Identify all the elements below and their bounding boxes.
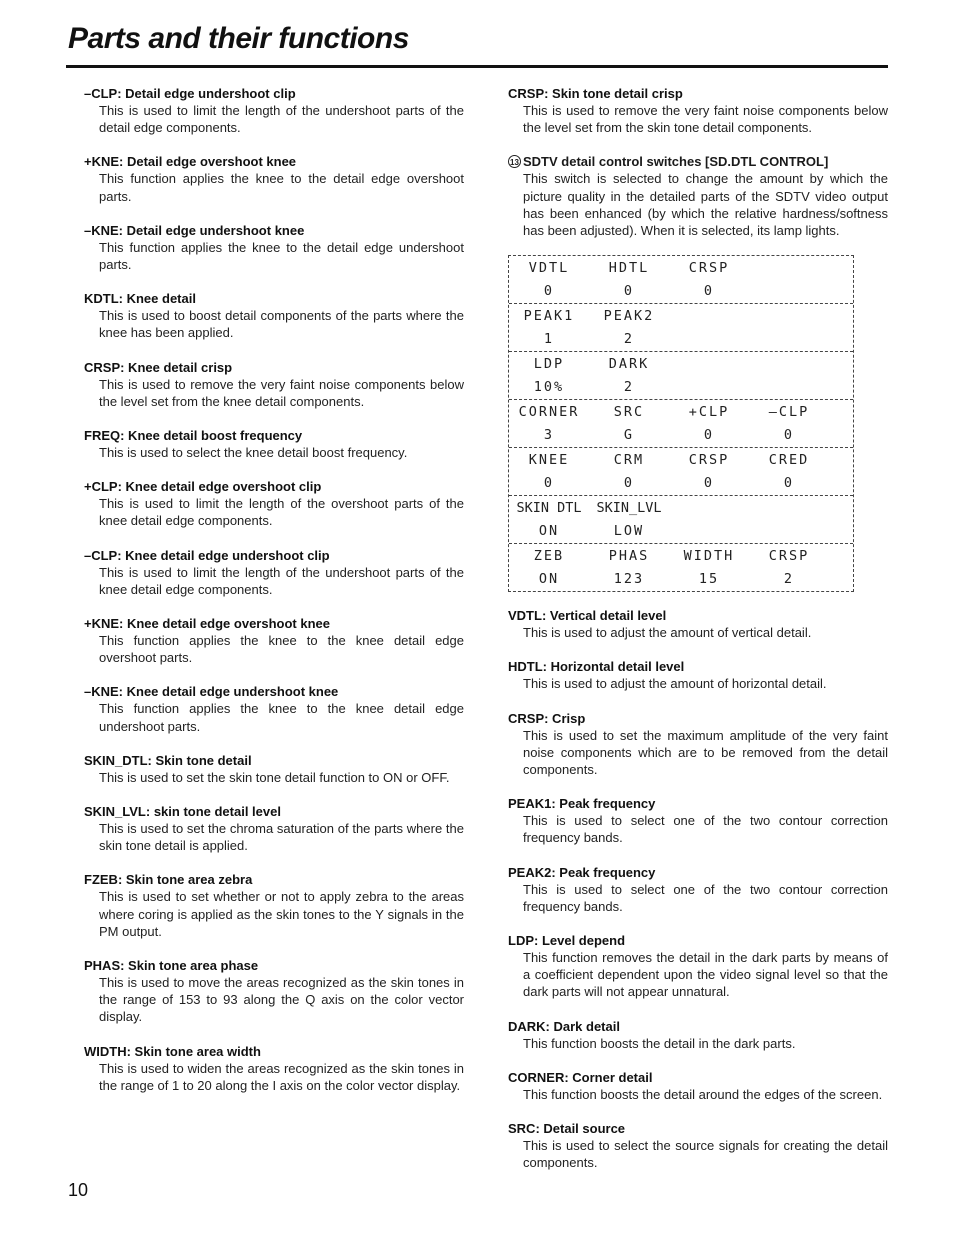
menu-item-value: 0 <box>623 283 635 300</box>
entry-heading: PEAK1: Peak frequency <box>508 796 656 812</box>
entry-heading: –KNE: Detail edge undershoot knee <box>84 222 305 238</box>
menu-item-label: +CLP <box>688 403 730 420</box>
entry-heading: LDP: Level depend <box>508 933 626 949</box>
entry-heading: CRSP: Knee detail crisp <box>84 359 233 375</box>
entry-description: This is used to limit the length of the overshoot parts of the knee detail edge components. <box>99 496 464 529</box>
menu-item-value: 2 <box>623 331 635 348</box>
section-heading <box>508 153 888 170</box>
left-column <box>84 85 464 1111</box>
menu-item-value: 0 <box>543 283 555 300</box>
entry-description: This function applies the knee to the knee detail edge undershoot parts. <box>99 701 464 734</box>
menu-label-line <box>509 400 853 424</box>
menu-item-label: HDTL <box>608 259 650 276</box>
entry-heading: PHAS: Skin tone area phase <box>84 958 259 974</box>
entry-heading: CRSP: Skin tone detail crisp <box>508 86 683 101</box>
menu-item-value: 0 <box>703 427 715 444</box>
entry <box>508 795 888 846</box>
menu-value-line <box>509 472 853 496</box>
menu-item-label: KNEE <box>528 451 570 468</box>
menu-item-value: 0 <box>543 475 555 492</box>
entry <box>508 710 888 779</box>
entry-description: This function removes the detail in the dark parts by means of a coefficient dependent upon the video signal level so that the dark parts will not appear unnatural. <box>523 950 888 1000</box>
entry <box>84 752 464 786</box>
entry-heading: CORNER: Corner detail <box>508 1069 653 1085</box>
menu-label-line <box>509 448 853 472</box>
entry-description: This is used to set the maximum amplitude of the very faint noise components which are to be removed from the detail components. <box>523 727 888 778</box>
menu-item-label: CRSP <box>688 451 730 468</box>
entry-description: This is used to set the chroma saturation of the parts where the skin tone detail is applied. <box>99 821 464 854</box>
entry <box>508 864 888 915</box>
entry <box>508 1069 888 1103</box>
menu-item-label: SKIN_LVL <box>596 499 662 516</box>
menu-display-table <box>508 255 854 592</box>
menu-item-value: 1 <box>543 331 555 348</box>
entry-heading: +KNE: Knee detail edge overshoot knee <box>84 616 330 632</box>
entry <box>84 547 464 598</box>
menu-value-line <box>509 424 853 448</box>
menu-item-value: 0 <box>783 427 795 444</box>
menu-label-line <box>509 496 853 520</box>
menu-item-value: 2 <box>623 379 635 396</box>
menu-item-label: ZEB <box>533 547 565 564</box>
entry-description: This is used to remove the very faint noise components below the level set from the knee detail components. <box>99 376 464 409</box>
menu-item-label: PEAK1 <box>523 307 575 324</box>
entry-description: This is used to select one of the two contour correction frequency bands. <box>523 881 888 914</box>
menu-item-value: 0 <box>703 475 715 492</box>
menu-row <box>509 351 853 399</box>
menu-item-value: G <box>623 427 635 444</box>
menu-item-value: 3 <box>543 427 555 444</box>
entry-heading: SKIN_DTL: Skin tone detail <box>84 752 252 768</box>
entry-description: This is used to select the knee detail boost frequency. <box>99 445 408 461</box>
menu-item-value: ON <box>538 571 560 588</box>
section-title: SDTV detail control switches [SD.DTL CONTROL] <box>523 154 829 170</box>
menu-item-value: 0 <box>783 475 795 492</box>
entry <box>508 607 888 641</box>
entry-description: This function applies the knee to the detail edge overshoot parts. <box>99 171 464 204</box>
menu-item-value: 123 <box>613 571 645 588</box>
entry <box>84 359 464 410</box>
menu-item-label: WIDTH <box>683 547 735 564</box>
menu-row <box>509 256 853 303</box>
entry-description: This function boosts the detail in the dark parts. <box>523 1035 796 1051</box>
entry <box>84 683 464 734</box>
menu-item-label: CRSP <box>688 259 730 276</box>
menu-item-value: 2 <box>783 571 795 588</box>
entry <box>84 290 464 341</box>
menu-item-label: LDP <box>533 355 565 372</box>
entry <box>84 85 464 136</box>
menu-item-value: ON <box>538 523 560 540</box>
entry <box>84 803 464 854</box>
menu-value-line <box>509 520 853 544</box>
menu-item-label: PHAS <box>608 547 650 564</box>
section-description: This switch is selected to change the amount by which the picture quality in the detailed parts of the SDTV video output has been enhanced (by which the relative hardness/softness has been adjusted). When it is selected, its lamp lights. <box>523 171 888 239</box>
menu-row <box>509 495 853 543</box>
right-column <box>508 85 888 1188</box>
entry-description: This is used to remove the very faint noise components below the level set from the skin tone detail components. <box>523 103 888 136</box>
menu-item-label: VDTL <box>528 259 570 276</box>
entry-heading: SKIN_LVL: skin tone detail level <box>84 804 281 820</box>
entry-description: This is used to limit the length of the undershoot parts of the knee detail edge components. <box>99 564 464 597</box>
entry <box>84 1043 464 1094</box>
page-number: 10 <box>68 1180 89 1200</box>
menu-label-line <box>509 304 853 328</box>
menu-row <box>509 303 853 351</box>
entry-heading: SRC: Detail source <box>508 1121 626 1137</box>
entry-heading: DARK: Dark detail <box>508 1018 620 1034</box>
menu-value-line <box>509 568 853 592</box>
entry-heading: CRSP: Crisp <box>508 710 586 726</box>
menu-row <box>509 543 853 591</box>
entry-description: This is used to adjust the amount of vertical detail. <box>523 625 812 641</box>
entry <box>84 427 464 461</box>
entry-heading: HDTL: Horizontal detail level <box>508 659 685 675</box>
menu-row <box>509 399 853 447</box>
entry-description: This is used to boost detail components of the parts where the knee has been applied. <box>99 308 464 341</box>
section-sd-dtl-control <box>508 153 888 239</box>
menu-item-label: –CLP <box>768 403 810 420</box>
menu-item-value: 0 <box>703 283 715 300</box>
entry-heading: –CLP: Detail edge undershoot clip <box>84 86 296 101</box>
menu-value-line <box>509 328 853 352</box>
entry-crsp-skin <box>508 85 888 136</box>
menu-item-value: LOW <box>613 523 645 540</box>
entry-description: This is used to set whether or not to apply zebra to the areas where coring is applied as the skin tones to the Y signals in the PM output. <box>99 889 464 939</box>
entry-heading: +CLP: Knee detail edge overshoot clip <box>84 479 322 495</box>
entry-description: This is used to move the areas recognized as the skin tones in the range of 153 to 93 along the Q axis on the color vector display. <box>99 975 464 1025</box>
menu-value-line <box>509 376 853 400</box>
entry-description: This is used to limit the length of the undershoot parts of the detail edge components. <box>99 103 464 136</box>
entry-description: This function applies the knee to the knee detail edge overshoot parts. <box>99 633 464 666</box>
entry-heading: –KNE: Knee detail edge undershoot knee <box>84 684 339 700</box>
menu-item-label: CORNER <box>518 403 580 420</box>
entry <box>84 871 464 940</box>
menu-label-line <box>509 352 853 376</box>
menu-item-label: SRC <box>613 403 645 420</box>
entry-heading: WIDTH: Skin tone area width <box>84 1043 261 1059</box>
menu-item-label: SKIN DTL <box>516 499 582 516</box>
entry <box>84 478 464 529</box>
menu-item-label: CRED <box>768 451 810 468</box>
entry <box>508 1120 888 1171</box>
entry-heading: KDTL: Knee detail <box>84 291 196 307</box>
entry <box>84 153 464 204</box>
entry <box>508 1018 888 1052</box>
menu-item-value: 0 <box>623 475 635 492</box>
entry-heading: +KNE: Detail edge overshoot knee <box>84 154 297 170</box>
entry-description: This is used to widen the areas recognized as the skin tones in the range of 1 to 20 along the I axis on the color vector display. <box>99 1060 464 1093</box>
menu-item-label: CRSP <box>768 547 810 564</box>
menu-label-line <box>509 544 853 568</box>
menu-item-label: CRM <box>613 451 645 468</box>
entry-heading: VDTL: Vertical detail level <box>508 608 667 624</box>
entry-heading: FREQ: Knee detail boost frequency <box>84 428 303 444</box>
entry-description: This function applies the knee to the detail edge undershoot parts. <box>99 239 464 273</box>
entry-description: This function boosts the detail around the edges of the screen. <box>523 1086 883 1102</box>
menu-item-label: DARK <box>608 355 650 372</box>
entry-description: This is used to set the skin tone detail function to ON or OFF. <box>99 769 450 785</box>
menu-row <box>509 447 853 495</box>
menu-item-value: 10% <box>533 379 565 396</box>
page-title: Parts and their functions <box>68 22 409 55</box>
entry-heading: PEAK2: Peak frequency <box>508 864 656 880</box>
menu-item-value: 15 <box>698 571 720 588</box>
right-entries <box>508 607 888 1171</box>
entry <box>508 932 888 1001</box>
section-number-badge: 13 <box>508 155 521 168</box>
entry-heading: –CLP: Knee detail edge undershoot clip <box>84 547 330 563</box>
menu-value-line <box>509 280 853 304</box>
entry-description: This is used to adjust the amount of horizontal detail. <box>523 676 827 692</box>
menu-label-line <box>509 256 853 280</box>
entry <box>84 222 464 273</box>
entry-description: This is used to select the source signals for creating the detail components. <box>523 1138 888 1171</box>
entry <box>84 615 464 666</box>
entry-description: This is used to select one of the two contour correction frequency bands. <box>523 813 888 846</box>
title-rule <box>66 65 888 68</box>
entry <box>508 658 888 692</box>
entry-heading: FZEB: Skin tone area zebra <box>84 872 253 888</box>
entry <box>84 957 464 1026</box>
menu-item-label: PEAK2 <box>603 307 655 324</box>
